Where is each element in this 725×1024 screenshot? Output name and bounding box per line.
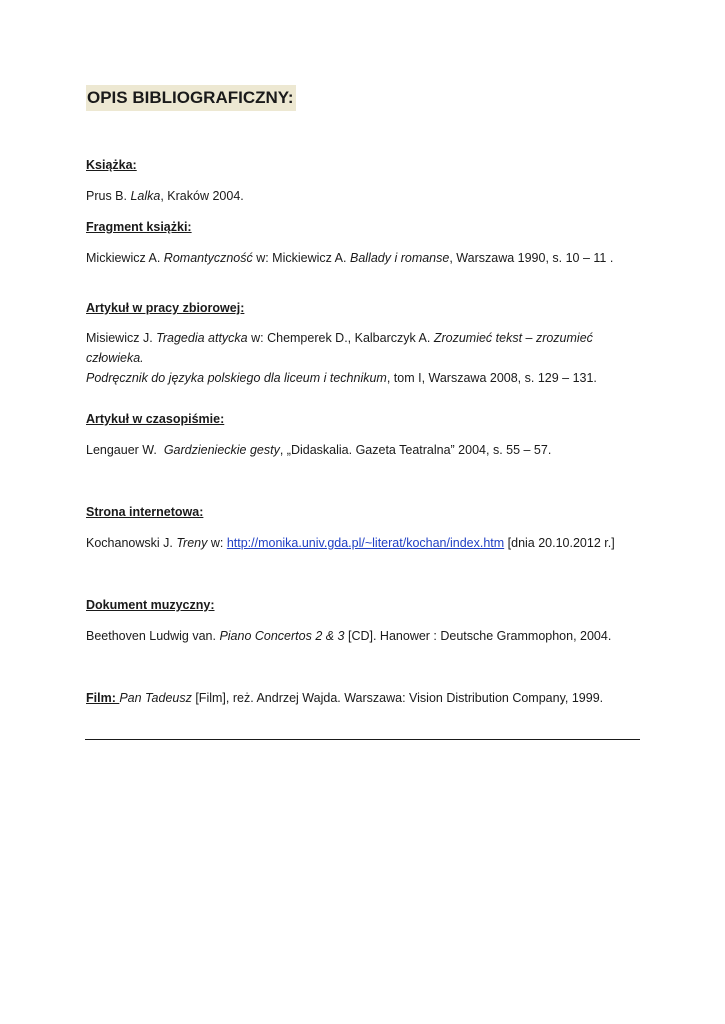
horizontal-rule — [85, 739, 640, 740]
entry-italic-title: Romantyczność — [163, 251, 253, 265]
entry-text: , „Didaskalia. Gazeta Teatralna” 2004, s. 55 – 57. — [279, 443, 552, 457]
page-title: OPIS BIBLIOGRAFICZNY: — [86, 85, 296, 111]
entry-text: Mickiewicz A. — [86, 251, 164, 265]
entry-italic-title: Podręcznik do języka polskiego dla liceum i technikum — [86, 371, 387, 385]
entry-text: w: Mickiewicz A. — [252, 251, 350, 265]
heading-muzyczny: Dokument muzyczny: — [86, 598, 215, 612]
entry-italic-title: Tragedia attycka — [156, 331, 248, 345]
entry-italic-title: Piano Concertos 2 & 3 — [219, 629, 345, 643]
entry-italic-title: Zrozumieć tekst – zrozumieć człowieka. — [86, 331, 593, 365]
website-link[interactable]: http://monika.univ.gda.pl/~literat/kochan/index.htm — [226, 536, 505, 550]
entry-text: Lengauer W. — [86, 443, 164, 457]
entry-italic-title: Gardzienieckie gesty — [163, 443, 280, 457]
entry-text: [CD]. Hanower : Deutsche Grammophon, 2004. — [344, 629, 612, 643]
heading-film: Film: — [86, 691, 120, 705]
entry-czasopismo — [86, 440, 646, 460]
heading-artykul-zbiorowa: Artykuł w pracy zbiorowej: — [86, 301, 245, 315]
heading-strona: Strona internetowa: — [86, 505, 204, 519]
entry-text: [dnia 20.10.2012 r.] — [504, 536, 615, 550]
entry-text: Prus B. — [86, 189, 131, 203]
entry-italic-title: Treny — [176, 536, 208, 550]
entry-ksiazka — [86, 186, 646, 206]
entry-fragment — [86, 248, 646, 268]
entry-muzyczny — [86, 626, 646, 646]
entry-text: Beethoven Ludwig van. — [86, 629, 220, 643]
heading-ksiazka: Książka: — [86, 158, 137, 172]
entry-text: w: Chemperek D., Kalbarczyk A. — [247, 331, 434, 345]
entry-text: [Film], reż. Andrzej Wajda. Warszawa: Vision Distribution Company, 1999. — [191, 691, 604, 705]
heading-czasopismo: Artykuł w czasopiśmie: — [86, 412, 225, 426]
entry-text: , Kraków 2004. — [160, 189, 244, 203]
entry-text: w: — [207, 536, 227, 550]
entry-italic-title: Lalka — [130, 189, 161, 203]
heading-fragment: Fragment książki: — [86, 220, 192, 234]
entry-text: , Warszawa 1990, s. 10 – 11 . — [449, 251, 614, 265]
entry-italic-title: Ballady i romanse — [349, 251, 450, 265]
entry-text: Misiewicz J. — [86, 331, 157, 345]
entry-strona — [86, 533, 646, 553]
entry-text: Kochanowski J. — [86, 536, 177, 550]
entry-text: , tom I, Warszawa 2008, s. 129 – 131. — [386, 371, 597, 385]
entry-artykul-zbiorowa — [86, 328, 646, 388]
entry-film — [86, 688, 646, 708]
entry-italic-title: Pan Tadeusz — [119, 691, 192, 705]
